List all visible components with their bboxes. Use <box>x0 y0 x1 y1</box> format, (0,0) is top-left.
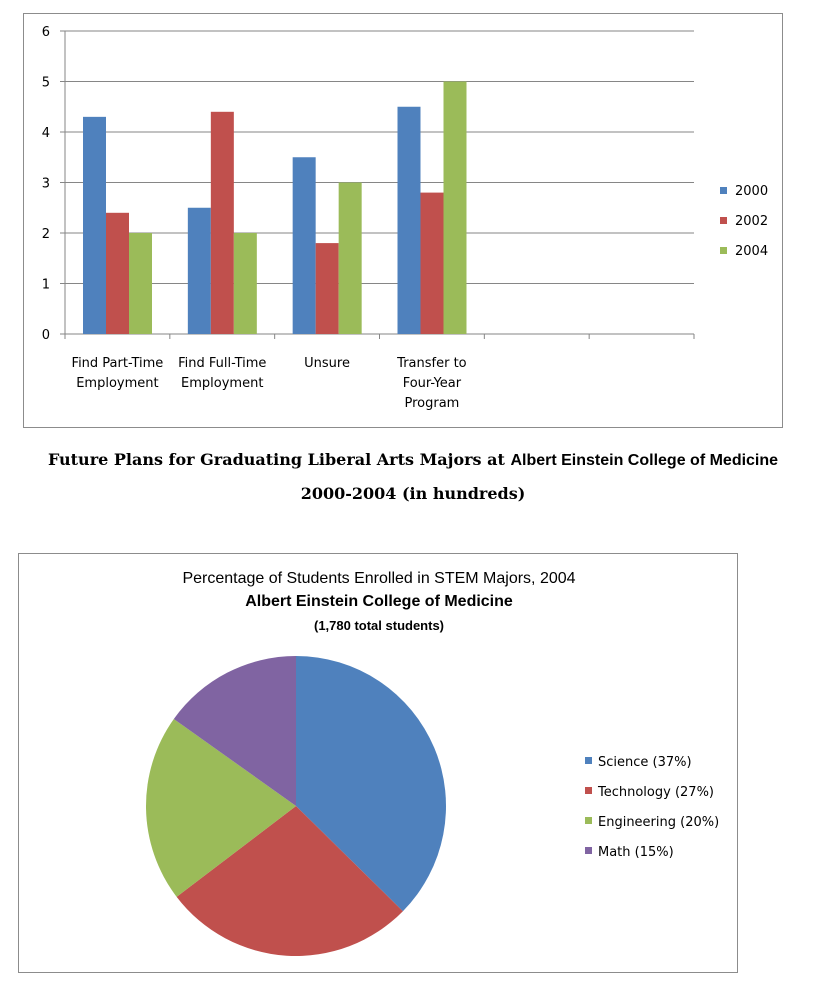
bar-2000 <box>398 107 421 334</box>
bar-2004 <box>129 233 152 334</box>
legend-label: Math (15%) <box>598 845 674 860</box>
category-label: Employment <box>76 376 159 391</box>
pie-chart-subtitle: Albert Einstein College of Medicine <box>245 593 513 610</box>
y-tick-label: 0 <box>41 328 50 343</box>
bar-chart <box>24 14 784 429</box>
bar-2002 <box>421 193 444 334</box>
chart-caption-line-1 <box>0 450 826 470</box>
bar-chart-frame <box>23 13 783 428</box>
y-tick-label: 3 <box>41 176 50 192</box>
category-label: Four-Year <box>402 376 462 391</box>
legend-swatch <box>585 787 592 794</box>
y-tick-label: 6 <box>41 25 50 40</box>
pie-chart-title: Percentage of Students Enrolled in STEM Majors, 2004 <box>182 570 576 587</box>
category-label: Employment <box>181 376 264 391</box>
legend-label: 2002 <box>735 214 769 229</box>
bar-2002 <box>316 243 339 334</box>
legend-label: Science (37%) <box>598 755 692 770</box>
y-tick-label: 2 <box>41 227 50 242</box>
legend-swatch <box>720 187 727 194</box>
bar-2000 <box>83 117 106 334</box>
legend-label: Technology (27%) <box>598 785 714 800</box>
legend-swatch <box>585 817 592 824</box>
legend-swatch <box>585 757 592 764</box>
legend-label: 2000 <box>735 184 769 199</box>
legend-swatch <box>720 217 727 224</box>
category-label: Unsure <box>304 356 350 371</box>
category-label: Program <box>404 396 460 411</box>
y-tick-label: 4 <box>41 126 50 141</box>
legend-swatch <box>585 847 592 854</box>
chart-caption-line-2: 2000-2004 (in hundreds) <box>300 484 526 503</box>
y-tick-label: 1 <box>41 277 50 293</box>
bar-2002 <box>106 213 129 334</box>
caption-text: Future Plans for Graduating Liberal Arts Majors at <box>47 450 511 469</box>
legend-label: 2004 <box>735 244 769 259</box>
category-label: Find Full-Time <box>178 356 267 371</box>
bar-2002 <box>211 112 234 334</box>
pie-chart-note: (1,780 total students) <box>313 618 445 633</box>
y-tick-label: 5 <box>41 75 50 91</box>
pie-chart-frame <box>18 553 738 973</box>
legend-swatch <box>720 247 727 254</box>
bar-2004 <box>339 183 362 335</box>
legend-label: Engineering (20%) <box>598 815 720 830</box>
bar-2000 <box>188 208 211 334</box>
bar-2004 <box>234 233 257 334</box>
bar-2000 <box>293 157 316 334</box>
category-label: Transfer to <box>397 356 467 371</box>
category-label: Find Part-Time <box>71 356 164 371</box>
pie-chart <box>19 554 739 974</box>
bar-2004 <box>444 82 467 335</box>
caption-institution: Albert Einstein College of Medicine <box>510 452 779 469</box>
